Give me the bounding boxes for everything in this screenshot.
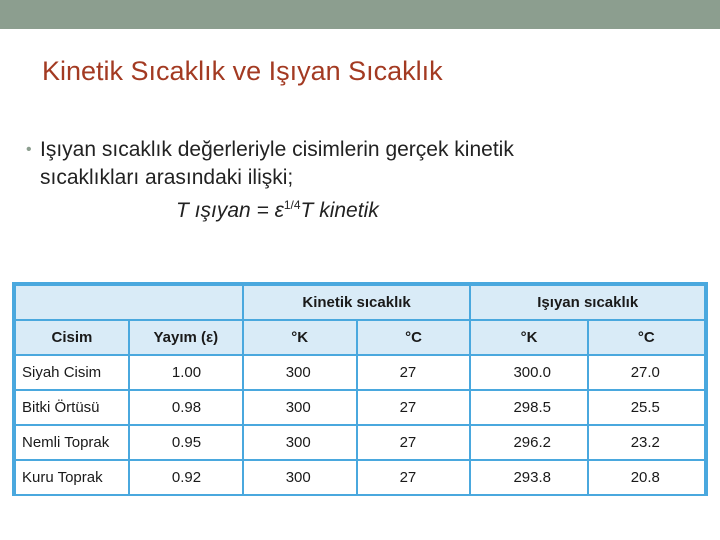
cell-object: Kuru Toprak (16, 461, 128, 494)
column-header-kinetic-c: °C (358, 321, 470, 354)
cell-radiant-c: 20.8 (589, 461, 704, 494)
cell-emissivity: 0.92 (130, 461, 242, 494)
cell-kinetic-c: 27 (358, 356, 470, 389)
cell-emissivity: 1.00 (130, 356, 242, 389)
bullet-line-1: Işıyan sıcaklık değerleriyle cisimlerin gerçek kinetik (40, 138, 514, 161)
cell-radiant-k: 296.2 (471, 426, 586, 459)
column-header-radiant-k: °K (471, 321, 586, 354)
bullet-line-2: sıcaklıkları arasındaki ilişki; (40, 166, 294, 189)
cell-radiant-k: 298.5 (471, 391, 586, 424)
cell-radiant-k: 300.0 (471, 356, 586, 389)
cell-emissivity: 0.98 (130, 391, 242, 424)
group-header-row (16, 286, 704, 319)
cell-emissivity: 0.95 (130, 426, 242, 459)
cell-kinetic-k: 300 (244, 461, 356, 494)
cell-object: Siyah Cisim (16, 356, 128, 389)
table-row (16, 356, 704, 389)
cell-radiant-c: 23.2 (589, 426, 704, 459)
formula-left: T ışıyan = ε (176, 199, 284, 222)
formula-right: T kinetik (300, 199, 379, 222)
group-header-radiant: Işıyan sıcaklık (471, 286, 704, 319)
column-header-kinetic-k: °K (244, 321, 356, 354)
cell-object: Bitki Örtüsü (16, 391, 128, 424)
table-row (16, 461, 704, 494)
column-header-emissivity: Yayım (ε) (130, 321, 242, 354)
cell-kinetic-c: 27 (358, 426, 470, 459)
cell-radiant-k: 293.8 (471, 461, 586, 494)
cell-kinetic-k: 300 (244, 356, 356, 389)
table-row (16, 426, 704, 459)
top-accent-bar (0, 0, 720, 29)
cell-radiant-c: 25.5 (589, 391, 704, 424)
column-header-row (16, 321, 704, 354)
group-header-blank (16, 286, 242, 319)
formula (176, 198, 379, 223)
column-header-radiant-c: °C (589, 321, 704, 354)
column-header-object: Cisim (16, 321, 128, 354)
cell-kinetic-c: 27 (358, 461, 470, 494)
cell-kinetic-k: 300 (244, 391, 356, 424)
cell-kinetic-k: 300 (244, 426, 356, 459)
cell-object: Nemli Toprak (16, 426, 128, 459)
slide-title: Kinetik Sıcaklık ve Işıyan Sıcaklık (42, 56, 443, 86)
formula-exponent: 1/4 (283, 198, 301, 212)
group-header-kinetic: Kinetik sıcaklık (244, 286, 470, 319)
bullet-paragraph (26, 136, 660, 192)
bullet-icon: • (26, 141, 32, 158)
table-row (16, 391, 704, 424)
temperature-table (12, 282, 708, 496)
cell-radiant-c: 27.0 (589, 356, 704, 389)
cell-kinetic-c: 27 (358, 391, 470, 424)
